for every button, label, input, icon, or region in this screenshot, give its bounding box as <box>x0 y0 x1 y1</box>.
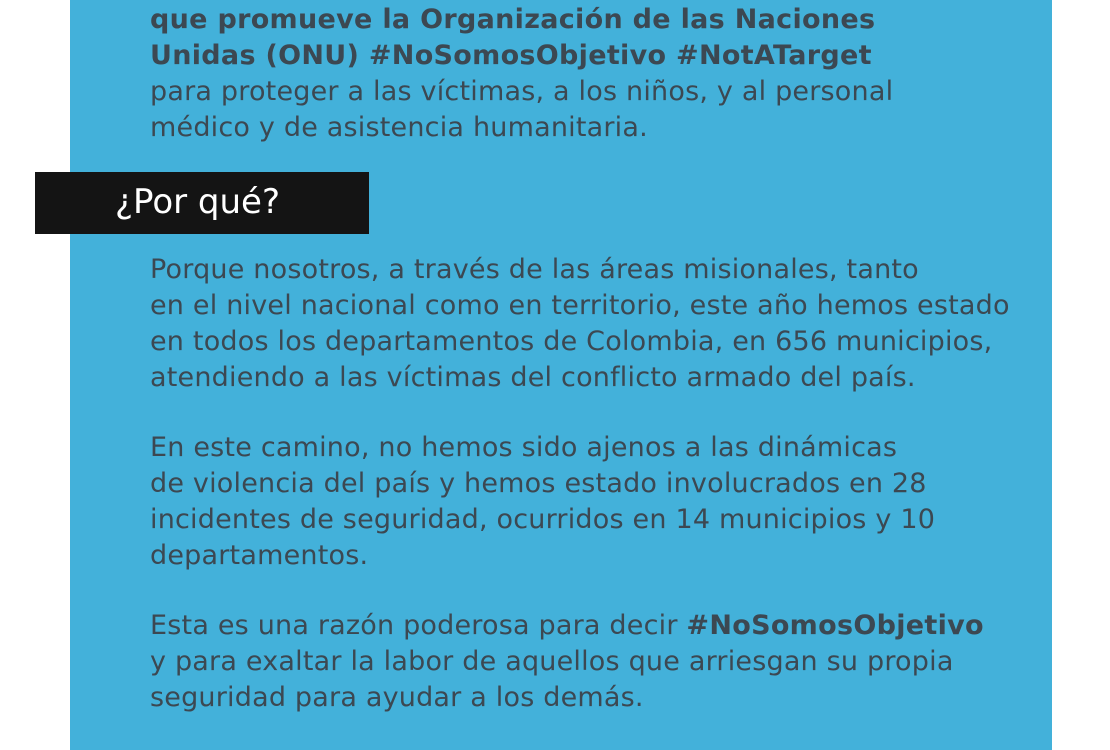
section-heading: ¿Por qué? <box>115 182 281 222</box>
section-heading-bar <box>35 172 369 234</box>
intro-line-3: para proteger a las víctimas, a los niños, y al personal <box>150 76 894 107</box>
intro-bold-line-2: Unidas (ONU) #NoSomosObjetivo #NotATarget <box>150 40 872 71</box>
paragraph-3-line-1 <box>150 608 984 644</box>
paragraph-1-line-2: en el nivel nacional como en territorio, este año hemos estado <box>150 290 1010 321</box>
paragraph-2-line-2: de violencia del país y hemos estado involucrados en 28 <box>150 468 927 499</box>
paragraph-1-line-4: atendiendo a las víctimas del conflicto armado del país. <box>150 362 916 393</box>
paragraph-2-line-1: En este camino, no hemos sido ajenos a las dinámicas <box>150 432 898 463</box>
paragraph-1-line-1: Porque nosotros, a través de las áreas misionales, tanto <box>150 254 919 285</box>
paragraph-1-line-3: en todos los departamentos de Colombia, en 656 municipios, <box>150 326 993 357</box>
intro-bold-line-1: que promueve la Organización de las Naciones <box>150 4 876 35</box>
paragraph-3-line-3: seguridad para ayudar a los demás. <box>150 682 644 713</box>
hashtag-nosomosobjetivo: #NoSomosObjetivo <box>686 610 984 641</box>
paragraph-2-line-4: departamentos. <box>150 540 369 571</box>
paragraph-3-line-2: y para exaltar la labor de aquellos que arriesgan su propia <box>150 646 954 677</box>
paragraph-3-text: Esta es una razón poderosa para decir <box>150 610 687 641</box>
intro-line-4: médico y de asistencia humanitaria. <box>150 112 648 143</box>
paragraph-2-line-3: incidentes de seguridad, ocurridos en 14 municipios y 10 <box>150 504 936 535</box>
